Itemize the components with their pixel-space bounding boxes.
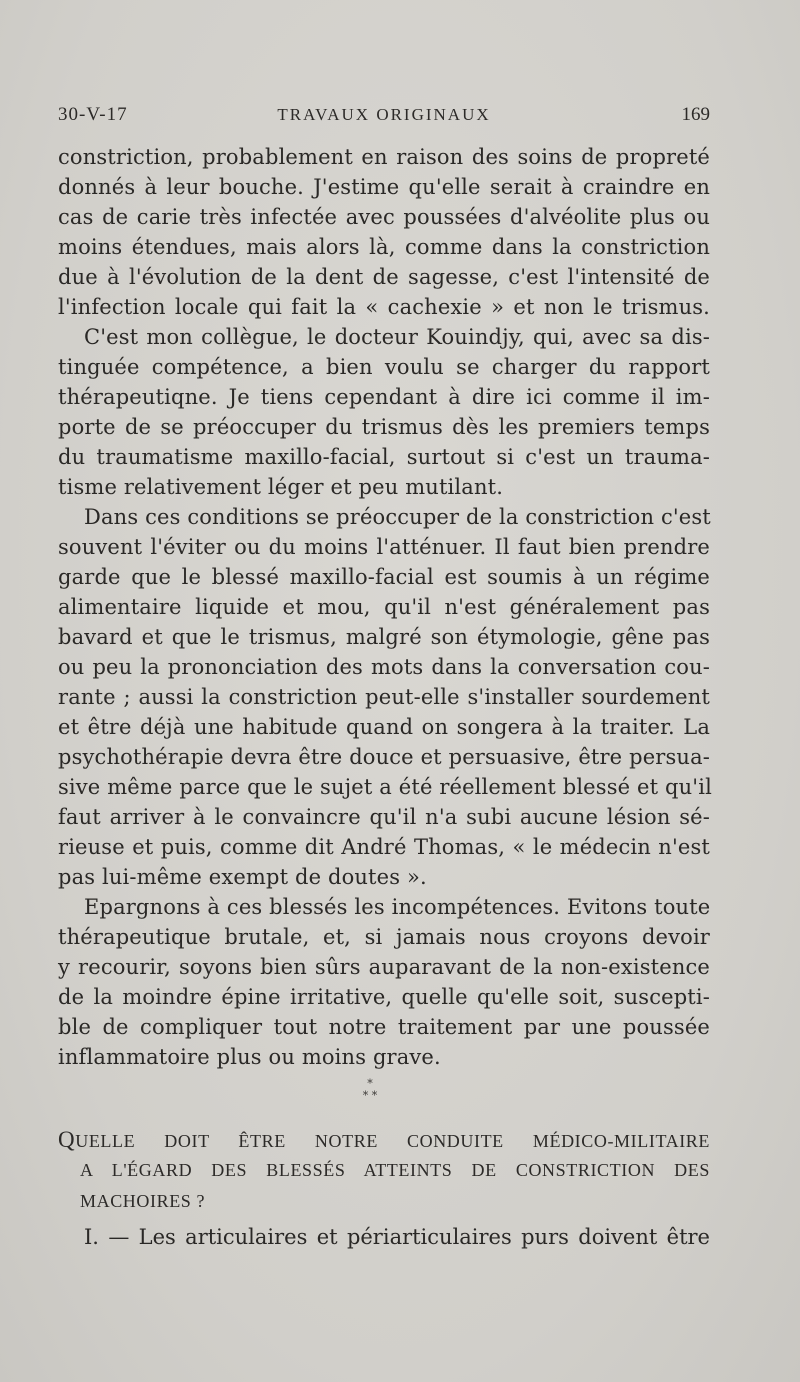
text-line: Epargnons à ces blessés les incompétences. Evitons toute [84, 895, 711, 919]
text-line: thérapeutiqne. Je tiens cependant à dire ici comme il im- [58, 385, 710, 409]
asterisk-bottom: * * [362, 1089, 378, 1102]
text-line: I. — Les articulaires et périarticulaires purs doivent être [84, 1225, 710, 1249]
text-line: pas lui-même exempt de doutes ». [58, 865, 427, 889]
text-line: et être déjà une habitude quand on songera à la traiter. La [58, 715, 710, 739]
body-text [58, 142, 710, 1072]
text-line: cas de carie très infectée avec poussées d'alvéolite plus ou [58, 205, 710, 229]
heading-initial: Q [58, 1127, 76, 1152]
text-line: bavard et que le trismus, malgré son étymologie, gêne pas [58, 625, 710, 649]
text-line: C'est mon collègue, le docteur Kouindjy, qui, avec sa dis- [84, 325, 710, 349]
text-line: psychothérapie devra être douce et persuasive, être persua- [58, 745, 710, 769]
text-line: donnés à leur bouche. J'estime qu'elle serait à craindre en [58, 175, 710, 199]
text-line: ou peu la prononciation des mots dans la conversation cou- [58, 655, 710, 679]
numbered-paragraph [58, 1222, 710, 1252]
text-line: rieuse et puis, comme dit André Thomas, « le médecin n'est [58, 835, 710, 859]
running-head [58, 103, 710, 127]
text-line: tisme relativement léger et peu mutilant. [58, 475, 504, 499]
heading-line: MACHOIRES ? [80, 1191, 206, 1211]
text-line: l'infection locale qui fait la « cachexie » et non le trismus. [58, 295, 710, 319]
text-line: porte de se préoccuper du trismus dès les premiers temps [58, 415, 710, 439]
section-break-asterisks [355, 1078, 385, 1108]
text-line: sive même parce que le sujet a été réellement blessé et qu'il [58, 775, 712, 799]
text-line: constriction, probablement en raison des soins de propreté [58, 145, 710, 169]
text-line: alimentaire liquide et mou, qu'il n'est généralement pas [58, 595, 710, 619]
text-line: souvent l'éviter ou du moins l'atténuer. Il faut bien prendre [58, 535, 710, 559]
heading-line: A L'ÉGARD DES BLESSÉS ATTEINTS DE CONSTRICTION DES [80, 1160, 710, 1180]
text-line: ble de compliquer tout notre traitement par une poussée [58, 1015, 710, 1039]
running-head-date: 30-V-17 [58, 104, 128, 125]
text-line: de la moindre épine irritative, quelle qu'elle soit, suscepti- [58, 985, 710, 1009]
heading-line-text: UELLE DOIT ÊTRE NOTRE CONDUITE MÉDICO-MILITAIRE [75, 1131, 710, 1151]
page-number: 169 [681, 104, 710, 125]
text-line: du traumatisme maxillo-facial, surtout si c'est un trauma- [58, 445, 710, 469]
text-line: moins étendues, mais alors là, comme dans la constriction [58, 235, 710, 259]
text-line: faut arriver à le convaincre qu'il n'a subi aucune lésion sé- [58, 805, 710, 829]
running-head-title: TRAVAUX ORIGINAUX [277, 105, 491, 124]
text-line: Dans ces conditions se préoccuper de la constriction c'est [84, 505, 711, 529]
heading-line [58, 1124, 710, 1155]
text-line: y recourir, soyons bien sûrs auparavant de la non-existence [58, 955, 710, 979]
section-heading [58, 1124, 710, 1217]
text-line: inflammatoire plus ou moins grave. [58, 1045, 441, 1069]
text-line: rante ; aussi la constriction peut-elle s'installer sourdement [58, 685, 710, 709]
text-line: garde que le blessé maxillo-facial est soumis à un régime [58, 565, 710, 589]
text-line: due à l'évolution de la dent de sagesse, c'est l'intensité de [58, 265, 710, 289]
asterisk-top: * [367, 1077, 373, 1090]
text-line: tinguée compétence, a bien voulu se charger du rapport [58, 355, 710, 379]
text-line: thérapeutique brutale, et, si jamais nous croyons devoir [58, 925, 710, 949]
